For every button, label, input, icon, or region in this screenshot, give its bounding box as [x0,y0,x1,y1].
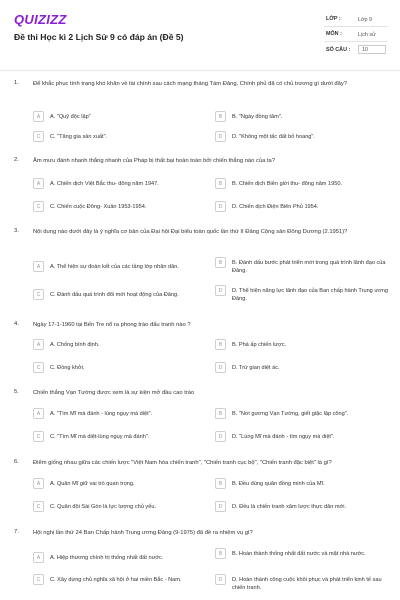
question-number: 6. [14,459,19,465]
option-letter-badge: B [215,548,226,559]
option-letter-badge: C [33,431,44,442]
option-letter-badge: D [215,131,226,142]
question-text: Để khắc phục tình trạng khó khăn về tài chính sau cách mạng tháng Tám Đảng, Chính phủ đã có chủ trương gì dưới đây? [33,81,347,87]
option-text: D. Thể hiện năng lực lãnh đạo của Ban chấp hành Trung ương Đảng. [232,287,388,302]
meta-row-count [320,47,390,59]
option-letter-badge: B [215,478,226,489]
meta-value-count: 10 [358,45,386,54]
option-text: B. Hoàn thành thống nhất đất nước và mặt nhà nước. [232,550,366,557]
option-letter-badge: B [215,339,226,350]
option-letter-badge: C [33,289,44,300]
option-letter-badge: C [33,362,44,373]
option-text: B. "Ngày đồng tâm". [232,113,283,120]
option-letter-badge: D [215,431,226,442]
option-text: A. Thể hiện sự đoàn kết của các tầng lớp nhân dân. [50,263,179,270]
meta-value-subject: Lịch sử [358,32,376,38]
option-letter-badge: A [33,552,44,563]
option-text: D. Trừ gian diệt ác. [232,364,280,371]
option-letter-badge: A [33,111,44,122]
question-number: 5. [14,389,19,395]
option-letter-badge: C [33,501,44,512]
question-text: Hội nghị lần thứ 24 Ban Chấp hành Trung ương Đảng (9-1975) đã đề ra nhiệm vụ gì? [33,530,253,536]
option-text: A. Quân Mĩ giữ vai trò quan trọng. [50,480,135,487]
option-letter-badge: A [33,478,44,489]
meta-label-subject: MÔN : [326,31,342,37]
option-text: C. Đánh dấu quá trình đổi mới hoạt động của Đảng. [50,291,179,298]
question-text: Ngày 17-1-1960 tại Bến Tre nổ ra phong trào đấu tranh nào ? [33,322,191,328]
header-divider [0,70,400,71]
question-number: 3. [14,228,19,234]
option-text: C. Chiến cuộc Đông- Xuân 1953-1954. [50,203,147,210]
option-text: C. Quân đội Sài Gòn là lực lượng chủ yếu. [50,503,156,510]
option-text: C. "Tìm Mĩ mà diệt-lùng ngụy mà đánh". [50,433,150,440]
question-text: Âm mưu đánh nhanh thắng nhanh của Pháp bị thất bại hoàn toàn bởi chiến thắng nào của ta? [33,158,275,164]
option-letter-badge: A [33,339,44,350]
option-letter-badge: A [33,178,44,189]
question-text: Chiến thắng Vạn Tường được xem là sự kiện mở đầu cao trào [33,390,195,396]
meta-label-class: LỚP : [326,16,341,22]
question-number: 7. [14,529,19,535]
meta-label-count: SỐ CÂU : [326,47,351,53]
option-text: A. "Quỹ độc lập" [50,113,91,120]
option-text: B. "Nơi gương Vạn Tường, giết giặc lập công". [232,410,349,417]
page-title: Đề thi Học kì 2 Lịch Sử 9 có đáp án (Đề 5) [14,32,184,42]
option-text: B. Chiến dịch Biên giới thu- đông năm 1950. [232,180,343,187]
option-text: A. Chống bình định. [50,341,100,348]
option-letter-badge: B [215,178,226,189]
option-letter-badge: D [215,501,226,512]
option-text: A. Chiến dịch Việt Bắc thu- đông năm 1947. [50,180,159,187]
meta-divider [324,41,388,42]
option-letter-badge: C [33,201,44,212]
option-letter-badge: D [215,201,226,212]
option-letter-badge: A [33,261,44,272]
question-number: 2. [14,157,19,163]
option-text: A. Hiệp thương chính trị thống nhất đất nước. [50,554,164,561]
option-text: B. Phá ấp chiến lược. [232,341,287,348]
option-text: D. Đều là chiến tranh xâm lược thực dân mới. [232,503,347,510]
option-text: D. Hoàn thành công cuộc khôi phục và phát triển kinh tế sau chiến tranh. [232,576,382,591]
option-text: D. "Không một tấc đất bỏ hoang". [232,133,315,140]
quizizz-logo: QUIZIZZ [14,12,67,27]
option-letter-badge: C [33,574,44,585]
question-number: 1. [14,80,19,86]
option-text: C. Xây dựng chủ nghĩa xã hội ở hai miền Bắc - Nam. [50,576,182,583]
option-text: B. Đánh dấu bước phát triển mới trong quá trình lãnh đạo của Đảng. [232,259,386,274]
question-text: Nội dung nào dưới đây là ý nghĩa cơ bản của Đại hội Đại biểu toàn quốc lần thứ II Đảng Cộng sản Đông Dương (2.1951)? [33,229,348,235]
option-letter-badge: B [215,111,226,122]
option-text: D. Chiến dịch Điện Biên Phủ 1954. [232,203,319,210]
option-letter-badge: B [215,408,226,419]
option-letter-badge: C [33,131,44,142]
option-text: C. Đồng khởi. [50,364,85,371]
option-text: A. "Tìm Mĩ mà đánh - lùng ngụy mà diệt". [50,410,153,417]
option-letter-badge: D [215,285,226,296]
option-letter-badge: A [33,408,44,419]
option-letter-badge: D [215,362,226,373]
meta-value-class: Lớp 9 [358,17,373,23]
question-number: 4. [14,321,19,327]
option-text: B. Đều dùng quân đồng minh của Mĩ. [232,480,325,487]
option-letter-badge: D [215,574,226,585]
option-letter-badge: B [215,257,226,268]
meta-divider [324,26,388,27]
option-text: D. "Lùng Mĩ mà đánh - tìm ngụy mà diệt". [232,433,335,440]
option-text: C. "Tăng gia sản xuất". [50,133,108,140]
question-text: Điểm giống nhau giữa các chiến lược "Việt Nam hóa chiến tranh", "Chiến tranh cục bộ", "Chiến tranh đặc biệt" là gì? [33,460,332,466]
